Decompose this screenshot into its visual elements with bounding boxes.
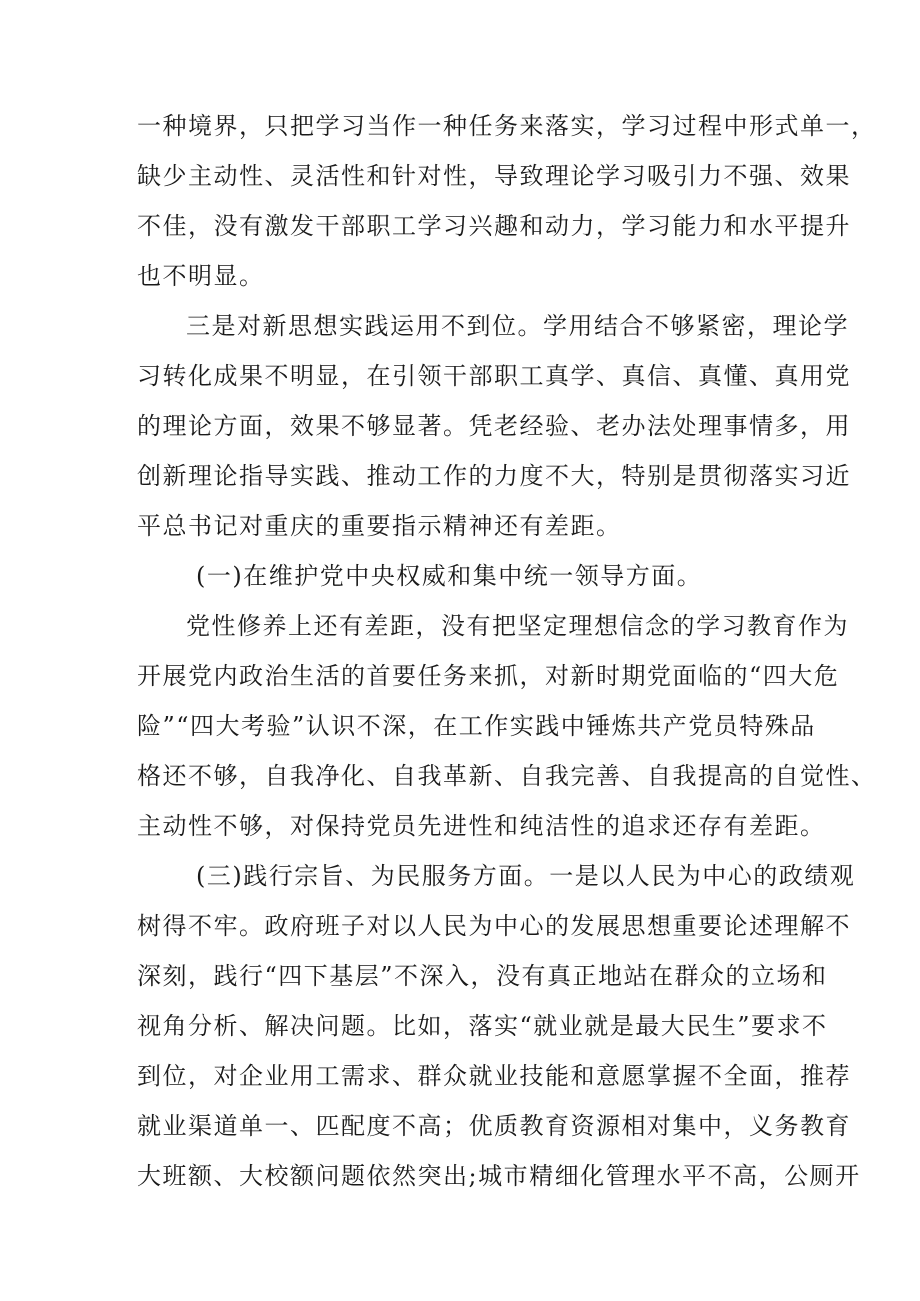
section-heading: (一)在维护党中央权威和集中统一领导方面。 bbox=[196, 562, 703, 590]
text-line: 深刻，践行“四下基层”不深入，没有真正地站在群众的立场和 bbox=[137, 962, 828, 990]
text-line: 平总书记对重庆的重要指示精神还有差距。 bbox=[137, 512, 622, 540]
text-line: 视角分析、解决问题。比如，落实“就业就是最大民生”要求不 bbox=[137, 1012, 828, 1040]
section-heading: (三)践行宗旨、为民服务方面。一是以人民为中心的政绩观 bbox=[196, 862, 856, 890]
text-line: 习转化成果不明显，在引领干部职工真学、真信、真懂、真用党 bbox=[137, 362, 851, 390]
paragraph-first-line: 党性修养上还有差距，没有把坚定理想信念的学习教育作为 bbox=[186, 612, 849, 640]
text-line: 的理论方面，效果不够显著。凭老经验、老办法处理事情多，用 bbox=[137, 412, 851, 440]
text-line: 也不明显。 bbox=[137, 262, 265, 290]
text-line: 树得不牢。政府班子对以人民为中心的发展思想重要论述理解不 bbox=[137, 912, 851, 940]
text-line: 缺少主动性、灵活性和针对性，导致理论学习吸引力不强、效果 bbox=[137, 162, 851, 190]
text-line: 格还不够，自我净化、自我革新、自我完善、自我提高的自觉性、 bbox=[137, 762, 877, 790]
paragraph-first-line: 三是对新思想实践运用不到位。学用结合不够紧密，理论学 bbox=[186, 312, 849, 340]
text-line: 不佳，没有激发干部职工学习兴趣和动力，学习能力和水平提升 bbox=[137, 212, 851, 240]
text-line: 到位，对企业用工需求、群众就业技能和意愿掌握不全面，推荐 bbox=[137, 1062, 851, 1090]
text-line: 大班额、大校额问题依然突出;城市精细化管理水平不高，公厕开 bbox=[137, 1162, 861, 1190]
text-line: 一种境界，只把学习当作一种任务来落实，学习过程中形式单一， bbox=[137, 112, 877, 140]
text-line: 主动性不够，对保持党员先进性和纯洁性的追求还存有差距。 bbox=[137, 812, 826, 840]
text-line: 险”“四大考验”认识不深，在工作实践中锤炼共产党员特殊品 bbox=[137, 712, 816, 740]
text-line: 创新理论指导实践、推动工作的力度不大，特别是贯彻落实习近 bbox=[137, 462, 851, 490]
text-line: 就业渠道单一、匹配度不高；优质教育资源相对集中，义务教育 bbox=[137, 1112, 851, 1140]
text-line: 开展党内政治生活的首要任务来抓，对新时期党面临的“四大危 bbox=[137, 662, 840, 690]
